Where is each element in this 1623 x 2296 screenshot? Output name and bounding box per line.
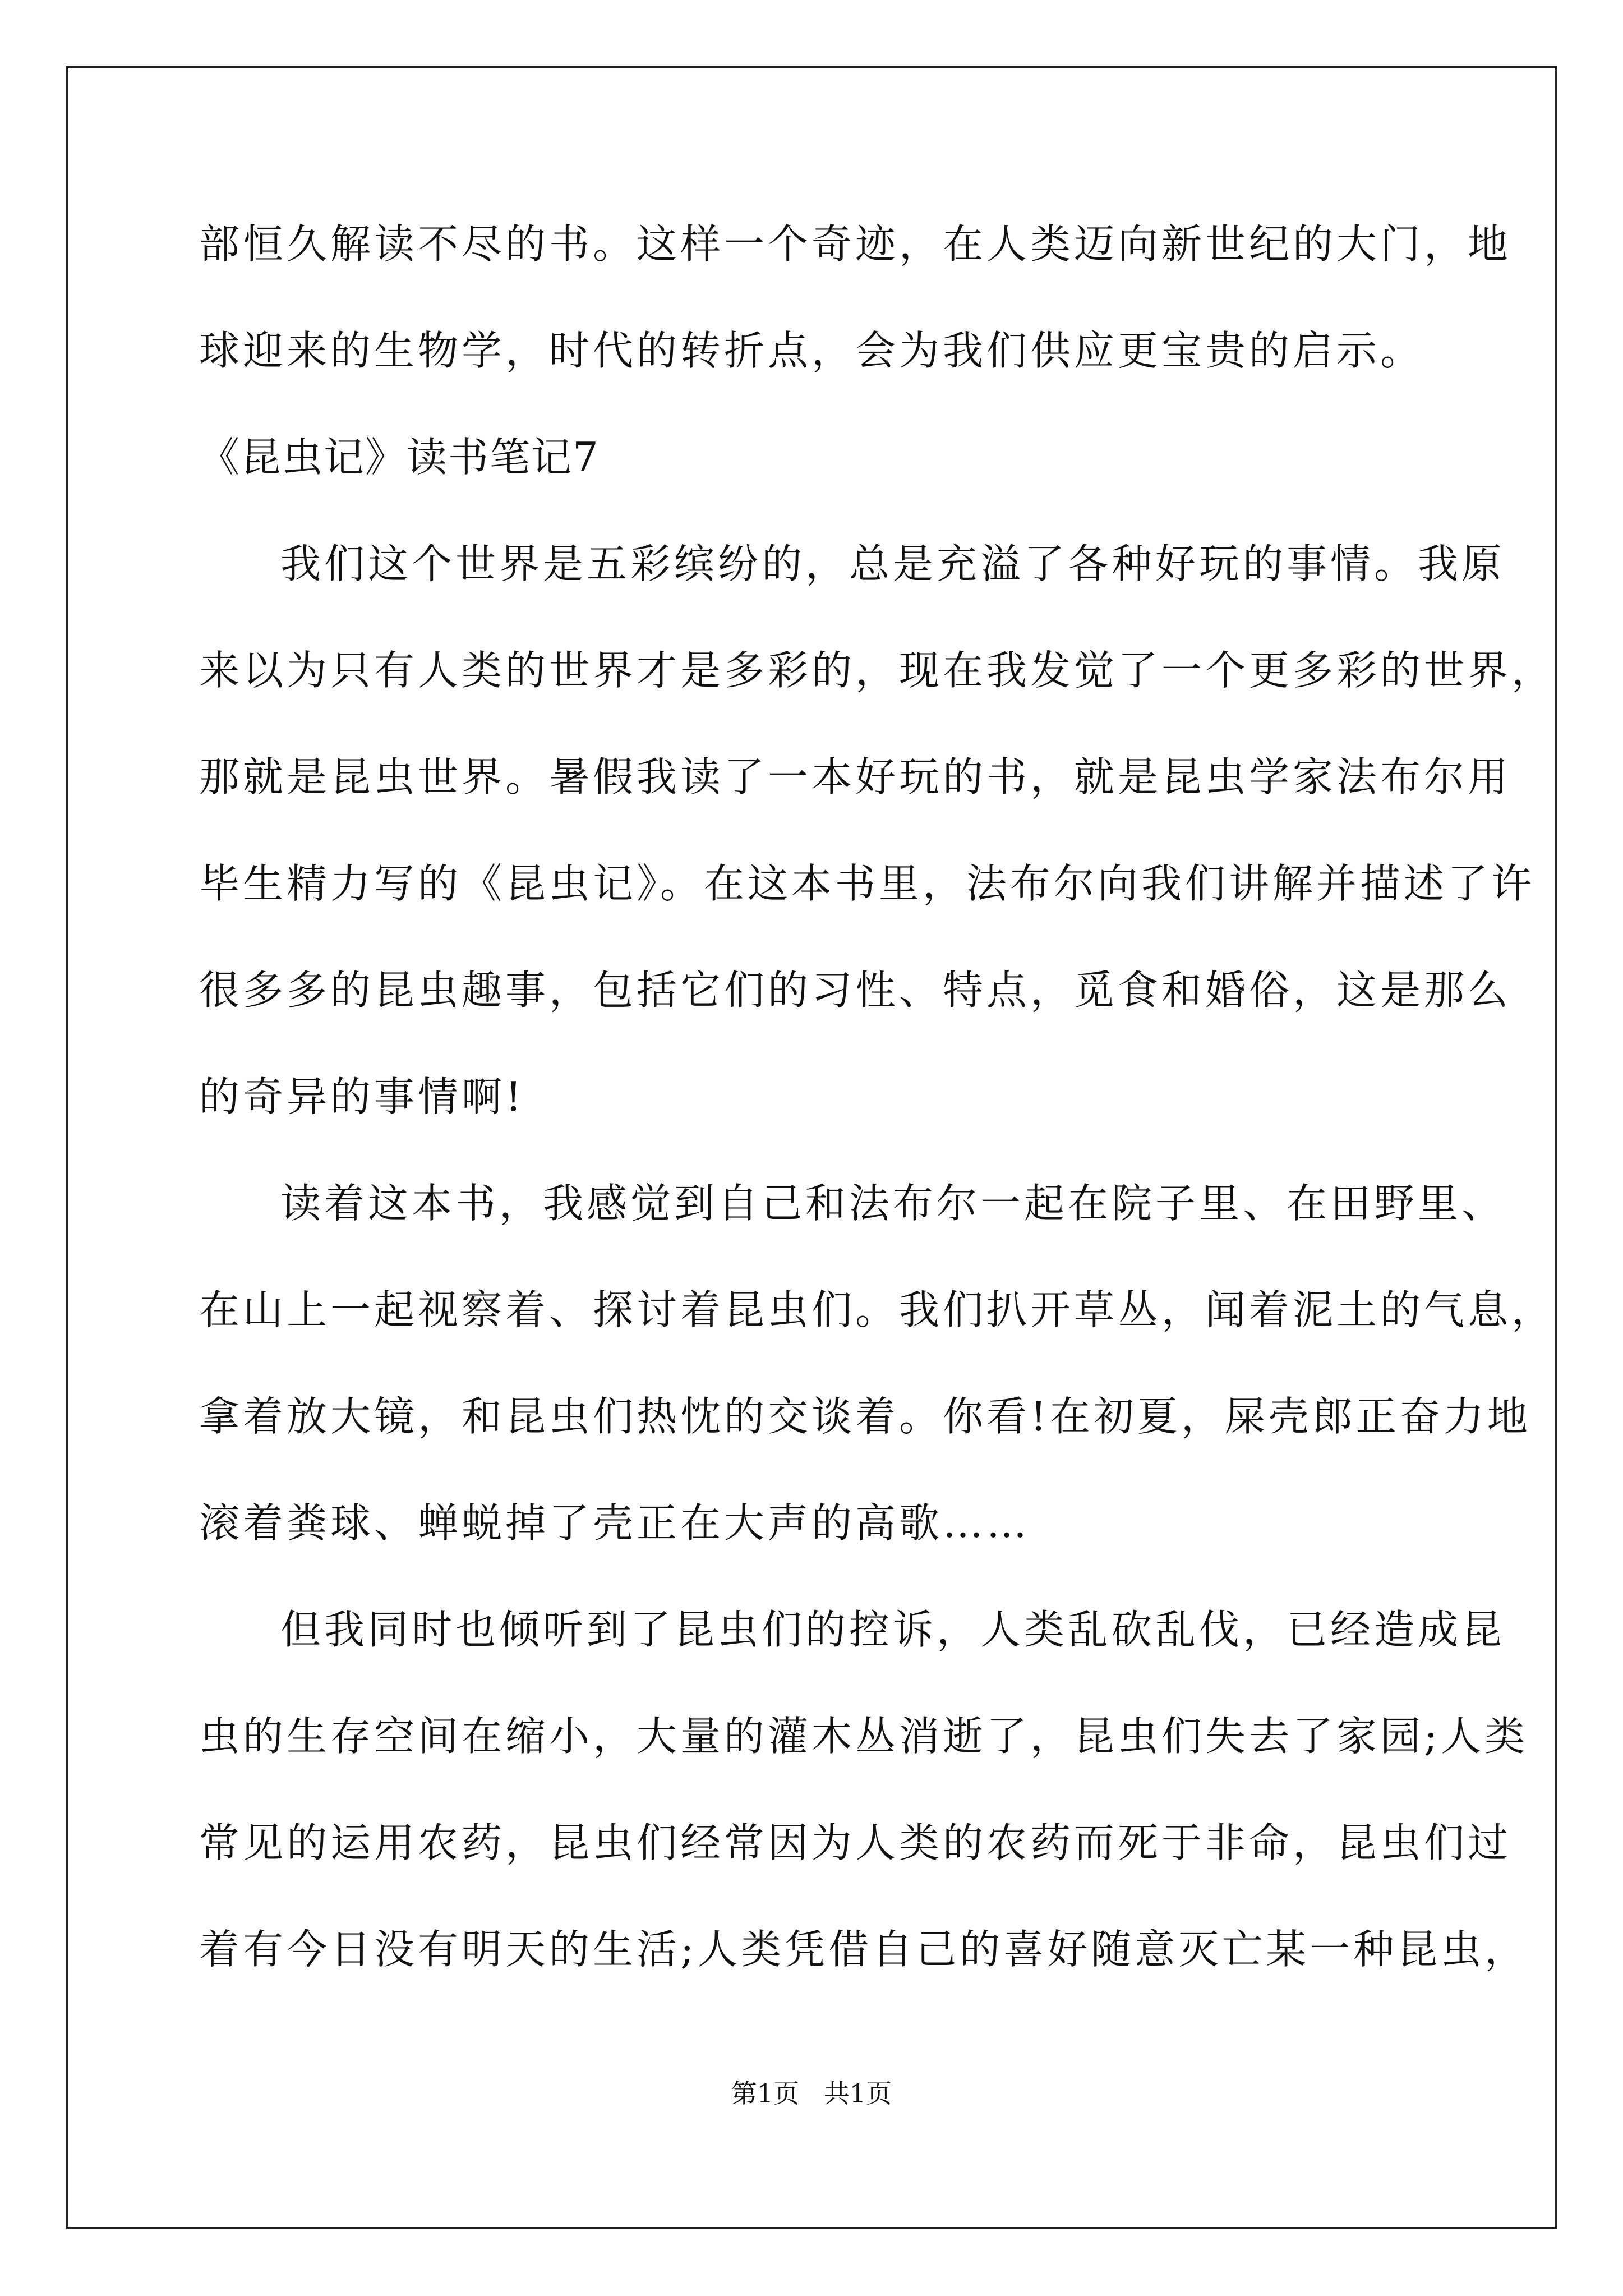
text-line: 球迎来的生物学，时代的转折点，会为我们供应更宝贵的启示。 <box>199 327 1424 374</box>
document-body <box>199 216 1556 2028</box>
text-line: 很多多的昆虫趣事，包括它们的习性、特点，觅食和婚俗，这是那么 <box>199 967 1512 1014</box>
text-line: 拿着放大镜，和昆虫们热忱的交谈着。你看!在初夏，屎壳郎正奋力地 <box>199 1393 1531 1440</box>
text-line: 那就是昆虫世界。暑假我读了一本好玩的书，就是昆虫学家法布尔用 <box>199 753 1512 800</box>
text-line: 滚着粪球、蝉蜕掉了壳正在大声的高歌…… <box>199 1499 1031 1547</box>
section-heading: 《昆虫记》读书笔记7 <box>199 434 600 481</box>
page-number-footer: 第1页 共1页 <box>731 2078 892 2109</box>
text-line: 的奇异的事情啊! <box>199 1073 525 1120</box>
text-line: 部恒久解读不尽的书。这样一个奇迹，在人类迈向新世纪的大门，地 <box>199 220 1512 268</box>
paragraph-first-line: 我们这个世界是五彩缤纷的，总是充溢了各种好玩的事情。我原 <box>280 540 1506 587</box>
paragraph-first-line: 读着这本书，我感觉到自己和法布尔一起在院子里、在田野里、 <box>280 1180 1506 1227</box>
text-line: 在山上一起视察着、探讨着昆虫们。我们扒开草丛，闻着泥土的气息， <box>199 1286 1556 1333</box>
paragraph-first-line: 但我同时也倾听到了昆虫们的控诉，人类乱砍乱伐，已经造成昆 <box>280 1606 1506 1653</box>
text-line: 虫的生存空间在缩小，大量的灌木丛消逝了，昆虫们失去了家园;人类 <box>199 1713 1529 1760</box>
text-line: 常见的运用农药，昆虫们经常因为人类的农药而死于非命，昆虫们过 <box>199 1819 1512 1866</box>
text-line: 着有今日没有明天的生活;人类凭借自己的喜好随意灭亡某一种昆虫， <box>199 1926 1529 1973</box>
text-line: 毕生精力写的《昆虫记》。在这本书里，法布尔向我们讲解并描述了许 <box>199 860 1536 907</box>
text-line: 来以为只有人类的世界才是多彩的，现在我发觉了一个更多彩的世界， <box>199 647 1556 694</box>
